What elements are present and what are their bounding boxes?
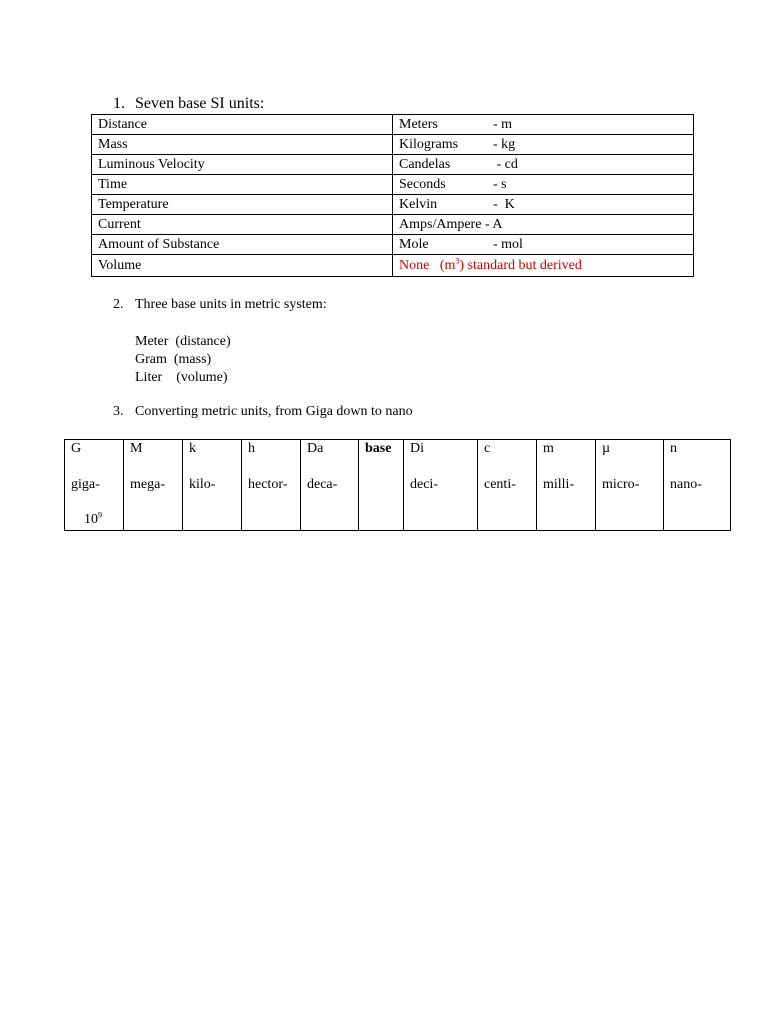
unit-symbol: - mol bbox=[493, 237, 523, 252]
volume-unit-exponent: 3 bbox=[455, 256, 460, 266]
prefix-cell-base bbox=[359, 440, 404, 531]
section2-heading bbox=[113, 297, 327, 313]
prefix-cell-giga bbox=[65, 440, 124, 531]
prefix-cell-nano bbox=[664, 440, 731, 531]
prefix-cell-kilo bbox=[183, 440, 242, 531]
prefix-name: deca- bbox=[307, 477, 338, 492]
power-exponent: 9 bbox=[98, 510, 102, 520]
prefix-symbol: m bbox=[543, 441, 554, 456]
prefix-symbol: k bbox=[189, 441, 196, 456]
prefix-name: hector- bbox=[248, 477, 288, 492]
quantity-cell: Current bbox=[92, 215, 393, 235]
section1-title: Seven base SI units: bbox=[135, 95, 265, 112]
prefix-symbol: µ bbox=[602, 441, 611, 456]
unit-cell bbox=[393, 175, 694, 195]
unit-symbol: - kg bbox=[493, 137, 516, 152]
prefix-cell-micro bbox=[596, 440, 664, 531]
unit-cell bbox=[393, 195, 694, 215]
prefix-cell-centi bbox=[478, 440, 537, 531]
table-row bbox=[92, 215, 694, 235]
prefix-symbol: G bbox=[71, 441, 82, 456]
unit-name: Seconds bbox=[399, 177, 446, 192]
unit-cell bbox=[393, 235, 694, 255]
unit-name: Kilograms bbox=[399, 137, 459, 152]
quantity-cell: Time bbox=[92, 175, 393, 195]
quantity-cell: Volume bbox=[92, 255, 393, 277]
section2-number: 2. bbox=[113, 297, 124, 312]
unit-name: Kelvin bbox=[399, 197, 438, 212]
prefix-name: centi- bbox=[484, 477, 516, 492]
power-base: 10 bbox=[84, 512, 98, 527]
unit-cell bbox=[393, 155, 694, 175]
unit-cell-volume bbox=[393, 255, 694, 277]
table-row bbox=[92, 135, 694, 155]
prefix-name: micro- bbox=[602, 477, 640, 492]
volume-unit-prefix: (m bbox=[439, 258, 456, 273]
prefix-power bbox=[84, 512, 102, 528]
table-row bbox=[92, 195, 694, 215]
prefix-name: giga- bbox=[71, 477, 100, 492]
prefix-name: milli- bbox=[543, 477, 575, 492]
unit-symbol: - K bbox=[493, 197, 515, 212]
table-row bbox=[92, 175, 694, 195]
unit-symbol: - cd bbox=[493, 157, 518, 172]
unit-cell bbox=[393, 135, 694, 155]
prefix-cell-hecto bbox=[242, 440, 301, 531]
quantity-cell: Distance bbox=[92, 115, 393, 135]
base-units-list bbox=[135, 333, 231, 387]
prefix-symbol: Di bbox=[410, 441, 424, 456]
quantity-cell: Luminous Velocity bbox=[92, 155, 393, 175]
unit-symbol: - m bbox=[493, 117, 513, 132]
prefix-name: kilo- bbox=[189, 477, 216, 492]
volume-unit-suffix: ) standard but derived bbox=[459, 258, 582, 273]
prefix-symbol: Da bbox=[307, 441, 324, 456]
unit-symbol: - s bbox=[493, 177, 507, 192]
unit-cell bbox=[393, 115, 694, 135]
si-units-table bbox=[91, 114, 694, 277]
unit-name: Meters bbox=[399, 117, 438, 132]
prefix-name: deci- bbox=[410, 477, 438, 492]
prefix-symbol: c bbox=[484, 441, 491, 456]
section3-number: 3. bbox=[113, 404, 124, 419]
table-row bbox=[65, 440, 731, 531]
unit-symbol: - A bbox=[481, 217, 503, 232]
table-row bbox=[92, 255, 694, 277]
table-row bbox=[92, 115, 694, 135]
prefix-symbol: base bbox=[365, 441, 392, 456]
unit-name: Mole bbox=[399, 237, 429, 252]
prefix-name: nano- bbox=[670, 477, 702, 492]
prefix-symbol: n bbox=[670, 441, 677, 456]
section3-title: Converting metric units, from Giga down to nano bbox=[135, 404, 413, 419]
section1-number: 1. bbox=[113, 95, 125, 112]
prefix-symbol: h bbox=[248, 441, 255, 456]
metric-prefix-table bbox=[64, 439, 731, 531]
quantity-cell: Temperature bbox=[92, 195, 393, 215]
prefix-cell-deca bbox=[301, 440, 359, 531]
list-item: Gram (mass) bbox=[135, 352, 212, 367]
table-row bbox=[92, 235, 694, 255]
unit-name: Candelas bbox=[399, 157, 451, 172]
table-row bbox=[92, 155, 694, 175]
prefix-cell-deci bbox=[404, 440, 478, 531]
prefix-name: mega- bbox=[130, 477, 165, 492]
quantity-cell: Mass bbox=[92, 135, 393, 155]
unit-cell bbox=[393, 215, 694, 235]
section3-heading bbox=[113, 404, 413, 420]
quantity-cell: Amount of Substance bbox=[92, 235, 393, 255]
list-item: Liter (volume) bbox=[135, 370, 228, 385]
section1-heading bbox=[113, 95, 264, 113]
volume-none: None bbox=[399, 258, 430, 273]
unit-name: Amps/Ampere bbox=[399, 217, 482, 232]
section2-title: Three base units in metric system: bbox=[135, 297, 327, 312]
list-item: Meter (distance) bbox=[135, 334, 231, 349]
prefix-cell-milli bbox=[537, 440, 596, 531]
prefix-symbol: M bbox=[130, 441, 143, 456]
prefix-cell-mega bbox=[124, 440, 183, 531]
